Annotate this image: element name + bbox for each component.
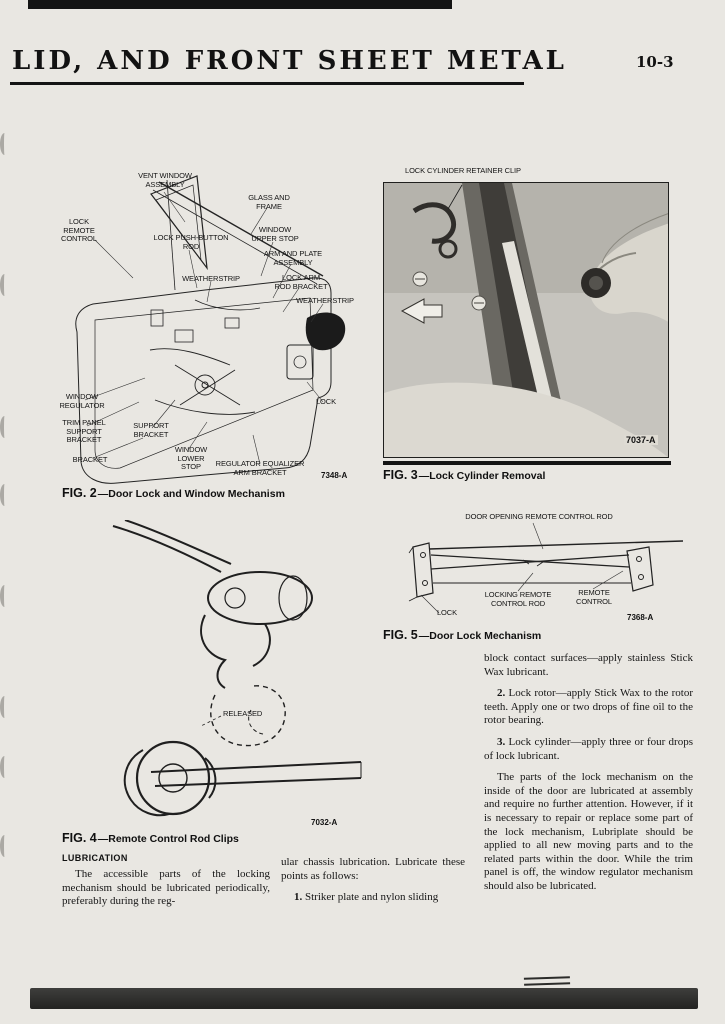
door-handle-shape — [306, 312, 345, 350]
figure-3-caption-text: —Lock Cylinder Removal — [418, 470, 546, 482]
item-text: Lock rotor—apply Stick Wax to the rotor teeth. Apply one or two drops of fine oil to the rotor bearing. — [484, 687, 693, 727]
figure-3-caption — [383, 468, 545, 482]
item-text: Lock cylinder—apply three or four drops of lock lubricant. — [484, 735, 694, 762]
binding-mark — [0, 274, 9, 296]
fig5-part-number: 7368-A — [627, 613, 654, 622]
binding-mark — [0, 756, 9, 778]
fig2-label-lower-stop: WINDOW LOWER STOP — [174, 445, 208, 472]
fig2-label-equalizer: REGULATOR EQUALIZER ARM BRACKET — [215, 459, 305, 477]
fig2-part-number: 7348-A — [321, 471, 348, 480]
figure-3-rule — [383, 461, 671, 465]
lock-cylinder-photo-art — [384, 183, 669, 458]
fig4-part-number: 7032-A — [311, 818, 338, 827]
paragraph: block contact surfaces—apply stainless Stick Wax lubricant. — [484, 652, 693, 678]
fig5-label-lock: LOCK — [436, 608, 458, 617]
top-edge-bar — [28, 0, 452, 9]
figure-3-photo — [383, 182, 669, 458]
text-column-3 — [484, 652, 693, 902]
figure-2-caption — [62, 486, 285, 500]
page-number: 10-3 — [636, 53, 674, 71]
fig3-label-retainer-clip: LOCK CYLINDER RETAINER CLIP — [405, 166, 521, 175]
figure-4-caption-text: —Remote Control Rod Clips — [97, 833, 239, 845]
list-item-3 — [484, 736, 693, 763]
fig2-label-trim-panel: TRIM PANEL SUPPORT BRACKET — [62, 418, 106, 445]
lubrication-heading: LUBRICATION — [62, 853, 128, 863]
item-text: Striker plate and nylon sliding — [305, 891, 439, 904]
figure-5-caption — [383, 628, 541, 642]
figure-4-diagram — [55, 520, 367, 825]
figure-4-caption-number: FIG. 4 — [62, 831, 97, 845]
binding-mark — [0, 696, 9, 718]
item-number: 3. — [497, 735, 506, 748]
figure-5-caption-text: —Door Lock Mechanism — [418, 630, 542, 642]
rod-clips-drawing — [55, 520, 367, 825]
fig2-label-weatherstrip-2: WEATHERSTRIP — [296, 296, 354, 305]
fig2-label-weatherstrip-1: WEATHERSTRIP — [182, 274, 240, 283]
binding-mark — [0, 585, 9, 607]
list-item-1 — [281, 891, 465, 905]
figure-5-caption-number: FIG. 5 — [383, 628, 418, 642]
binding-mark — [0, 133, 9, 155]
figure-4-caption — [62, 831, 239, 845]
binding-mark — [0, 835, 9, 857]
fig2-label-arm-plate: ARM AND PLATE ASSEMBLY — [263, 249, 323, 267]
fig4-label-released: RELEASED — [223, 709, 263, 718]
binding-mark — [0, 484, 9, 506]
figure-2-diagram — [55, 150, 387, 500]
fig2-label-bracket: BRACKET — [72, 455, 108, 464]
fig2-label-lock-remote: LOCK REMOTE CONTROL — [61, 217, 97, 244]
item-number: 1. — [294, 891, 303, 904]
list-item-2 — [484, 687, 693, 728]
fig5-label-remote-control: REMOTE CONTROL — [576, 588, 612, 606]
page-title: LID, AND FRONT SHEET METAL — [12, 46, 567, 76]
fig2-label-regulator: WINDOW REGULATOR — [59, 392, 105, 410]
figure-2-caption-number: FIG. 2 — [62, 486, 97, 500]
fig2-label-vent-window: VENT WINDOW ASSEMBLY — [138, 171, 192, 189]
scribble-mark — [524, 976, 570, 986]
bottom-edge-bar — [30, 988, 698, 1009]
figure-2-caption-text: —Door Lock and Window Mechanism — [97, 488, 285, 500]
fig3-part-number: 7037-A — [626, 435, 656, 445]
paragraph: The accessible parts of the locking mechanism should be lubricated periodically, preferably during the reg- — [62, 868, 270, 908]
fig2-label-push-button: LOCK PUSH-BUTTON ROD — [153, 233, 229, 251]
figure-5-diagram — [383, 505, 695, 627]
fig2-label-upper-stop: WINDOW UPPER STOP — [251, 225, 299, 243]
fig2-label-lock-arm: LOCK ARM ROD BRACKET — [274, 273, 328, 291]
paragraph: ular chassis lubrication. Lubricate these points as follows: — [281, 856, 465, 882]
fig5-label-locking-rod: LOCKING REMOTE CONTROL ROD — [484, 590, 552, 608]
binding-mark — [0, 416, 9, 438]
title-rule — [10, 82, 524, 85]
text-column-1 — [62, 868, 270, 917]
fig2-label-lock: LOCK — [315, 397, 337, 406]
figure-3-caption-number: FIG. 3 — [383, 468, 418, 482]
fig2-label-glass-frame: GLASS AND FRAME — [248, 193, 290, 211]
fig5-label-door-opening-rod: DOOR OPENING REMOTE CONTROL ROD — [465, 512, 613, 521]
fig2-label-support: SUPPORT BRACKET — [133, 421, 169, 439]
door-mechanism-drawing — [55, 150, 387, 500]
text-column-2 — [281, 856, 465, 913]
paragraph: The parts of the lock mechanism on the inside of the door are lubricated at assembly and require no further attention. However, if it is necessary to repair or replace some part of the lock mechanism, Lubriplate should be applied to all new moving parts and to the related parts within the door. While the trim panel is off, the window regulator mechanism should also be lubricated. — [484, 771, 693, 892]
item-number: 2. — [497, 687, 506, 700]
